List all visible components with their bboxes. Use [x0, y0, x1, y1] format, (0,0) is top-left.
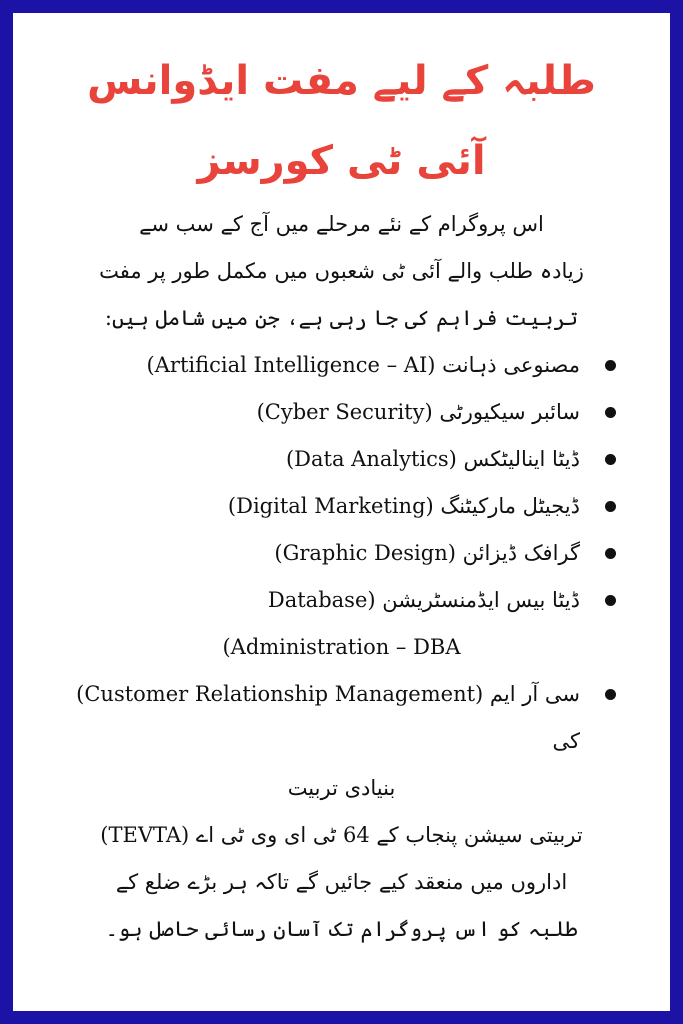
course-row	[43, 389, 640, 436]
bullet-icon	[605, 360, 616, 371]
closing-line: طلبہ کو اس پروگرام تک آسان رسائی حاصل ہو۔	[105, 917, 578, 941]
course-item: سی آر ایم (Customer Relationship Management) کی	[76, 682, 580, 753]
course-list	[43, 342, 640, 812]
course-item: ڈیٹا اینالیٹکس (Data Analytics)	[285, 447, 580, 471]
document-page	[13, 13, 670, 1011]
title-line-1: طلبہ کے لیے مفت ایڈوانس	[87, 58, 596, 104]
intro-line: زیادہ طلب والے آئی ٹی شعبوں میں مکمل طور پر مفت	[99, 259, 584, 283]
course-row	[43, 342, 640, 389]
bullet-icon	[605, 407, 616, 418]
course-item-continuation: Administration – DBA)	[222, 635, 461, 659]
intro-line: اس پروگرام کے نئے مرحلے میں آج کے سب سے	[139, 212, 544, 236]
bullet-icon	[605, 548, 616, 559]
course-row	[43, 530, 640, 577]
course-row	[43, 577, 640, 624]
closing-line: اداروں میں منعقد کیے جائیں گے تاکہ ہر بڑے ضلع کے	[115, 870, 568, 894]
bullet-icon	[605, 501, 616, 512]
intro-line: تربیت فراہم کی جا رہی ہے، جن میں شامل ہیں:	[104, 306, 579, 330]
course-row	[43, 671, 640, 765]
closing-line: تربیتی سیشن پنجاب کے 64 ٹی ای وی ٹی اے (TEVTA)	[100, 823, 583, 847]
course-row	[43, 436, 640, 483]
course-item-continuation: بنیادی تربیت	[287, 776, 396, 800]
course-item: مصنوعی ذہانت (Artificial Intelligence – AI)	[146, 353, 580, 377]
course-row	[43, 483, 640, 530]
bullet-icon	[605, 454, 616, 465]
course-item: ڈیٹا بیس ایڈمنسٹریشن (Database	[267, 588, 580, 612]
course-item: سائبر سیکیورٹی (Cyber Security)	[256, 400, 580, 424]
bullet-icon	[605, 595, 616, 606]
title-line-2: آئی ٹی کورسز	[197, 138, 486, 184]
bullet-icon	[605, 689, 616, 700]
course-item: گرافک ڈیزائن (Graphic Design)	[274, 541, 580, 565]
course-item: ڈیجیٹل مارکیٹنگ (Digital Marketing)	[227, 494, 580, 518]
